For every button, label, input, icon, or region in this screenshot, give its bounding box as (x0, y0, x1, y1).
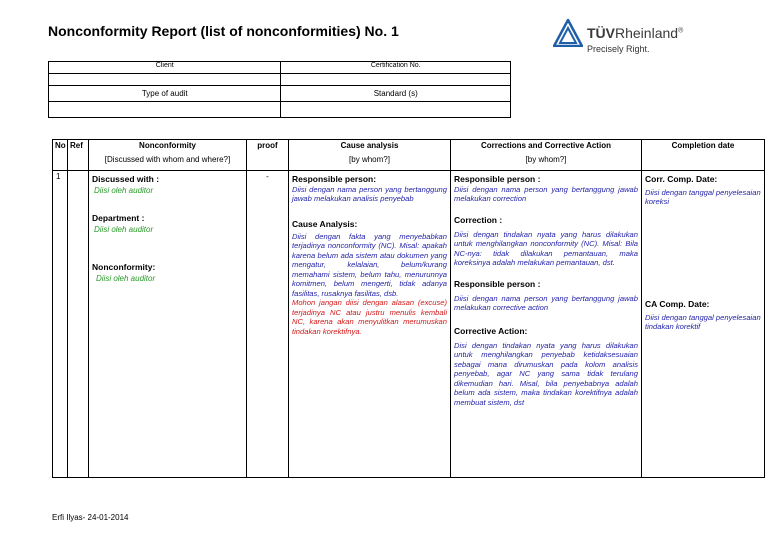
header-corrections-sub: [by whom?] (525, 155, 567, 164)
corrective-action-label: Corrective Action: (454, 325, 528, 336)
certification-label: Certification No. (281, 62, 511, 74)
cell-cause-analysis[interactable] (289, 171, 451, 478)
department-value: Diisi oleh auditor (94, 225, 154, 234)
client-value[interactable] (49, 74, 281, 86)
ca-completion-value: Diisi dengan tanggal penyelesaian tindakan korektif (645, 312, 761, 332)
audit-type-value[interactable] (49, 102, 281, 118)
report-title: Nonconformity Report (list of nonconformities) No. 1 (48, 23, 399, 39)
discussed-with-value: Diisi oleh auditor (94, 186, 154, 195)
standard-label: Standard (s) (281, 86, 511, 102)
correction-completion-label: Corr. Comp. Date: (645, 174, 718, 184)
correction-value: Diisi dengan tindakan nyata yang harus dilakukan untuk menghilangkan nonconformity (NC). Misal: Bila NC-nya: tidak dilakukan pemantauan, maka koreksinya adalah melakukan pemantauan, dst. (454, 229, 638, 268)
corrective-action-responsible-label: Responsible person : (454, 278, 541, 289)
cell-ref[interactable] (68, 171, 89, 478)
cell-proof[interactable]: - (247, 171, 289, 478)
certification-value[interactable] (281, 74, 511, 86)
header-corrections: Corrections and Corrective Action [by whom?] (451, 140, 642, 171)
correction-label: Correction : (454, 214, 503, 225)
standard-value[interactable] (281, 102, 511, 118)
header-no: No (53, 140, 68, 171)
correction-completion-value: Diisi dengan tanggal penyelesaian koreksi (645, 188, 761, 207)
info-table (48, 61, 511, 118)
table-header-row (53, 140, 765, 171)
header-nonconformity: Nonconformity [Discussed with whom and where?] (89, 140, 247, 171)
ca-completion-label: CA Comp. Date: (645, 298, 710, 309)
department-label: Department : (92, 213, 145, 223)
client-label: Client (49, 62, 281, 74)
cell-completion-date[interactable] (642, 171, 765, 478)
cell-nonconformity[interactable] (89, 171, 247, 478)
corrective-action-responsible-value: Diisi dengan nama person yang bertanggung jawab melakukan corrective action (454, 293, 638, 313)
header-nonconformity-sub: [Discussed with whom and where?] (104, 155, 231, 164)
logo-brand-text: TÜVRheinland® (587, 25, 684, 41)
logo-tagline: Precisely Right. (587, 44, 650, 54)
header-completion-date: Completion date (642, 140, 765, 171)
footer-author-date: Erfi Ilyas- 24-01-2014 (52, 513, 129, 522)
audit-type-label: Type of audit (49, 86, 281, 102)
discussed-with-label: Discussed with : (92, 174, 160, 184)
cause-responsible-value: Diisi dengan nama person yang bertanggung jawab melakukan analisis penyebab (292, 185, 447, 204)
triangle-logo-icon (553, 19, 583, 47)
cause-analysis-value: Diisi dengan fakta yang menyebabkan terjadinya nonconformity (NC). Misal: apakah karena belum ada sistem atau dokumen yang mengatur, kelalaian, belum/kurang memahami sistem, belum tahu, menurunnya komitmen, belum mengerti, tidak adanya fasilitas, rusaknya fasilitas, dsb. (292, 231, 447, 298)
correction-responsible-value: Diisi dengan nama person yang bertanggung jawab melakukan correction (454, 185, 638, 204)
header-ref: Ref (68, 140, 89, 171)
header-proof: proof (247, 140, 289, 171)
cause-analysis-label: Cause Analysis: (292, 218, 358, 229)
cause-responsible-label: Responsible person: (292, 174, 377, 184)
nonconformity-label: Nonconformity: (92, 262, 156, 272)
nonconformity-table (52, 139, 765, 478)
table-row (53, 171, 765, 478)
header-cause-analysis: Cause analysis [by whom?] (289, 140, 451, 171)
cell-no: 1 (53, 171, 68, 478)
nonconformity-value: Diisi oleh auditor (96, 274, 156, 283)
cell-corrections[interactable] (451, 171, 642, 478)
tuv-rheinland-logo (553, 19, 733, 59)
correction-responsible-label: Responsible person : (454, 174, 541, 184)
header-cause-sub: [by whom?] (349, 155, 390, 164)
corrective-action-value: Disi dengan tindakan nyata yang harus dilakukan untuk menghilangkan penyebab ketidaksesuaian sebagai mana dirumuskan pada kolom analisis penyebab, agar NC yang sama tidak terulang dikemudian hari. Misal, bila penyebabnya adalah belum ada sistem, maka tindakan korektifnya adalah membuat sistem, dst (454, 340, 638, 407)
cause-warning-text: Mohon jangan diisi dengan alasan (excuse) terjadinya NC atau justru menulis kembali NC, karena akan menyulitkan merumuskan tindakan korektifnya. (292, 298, 447, 336)
